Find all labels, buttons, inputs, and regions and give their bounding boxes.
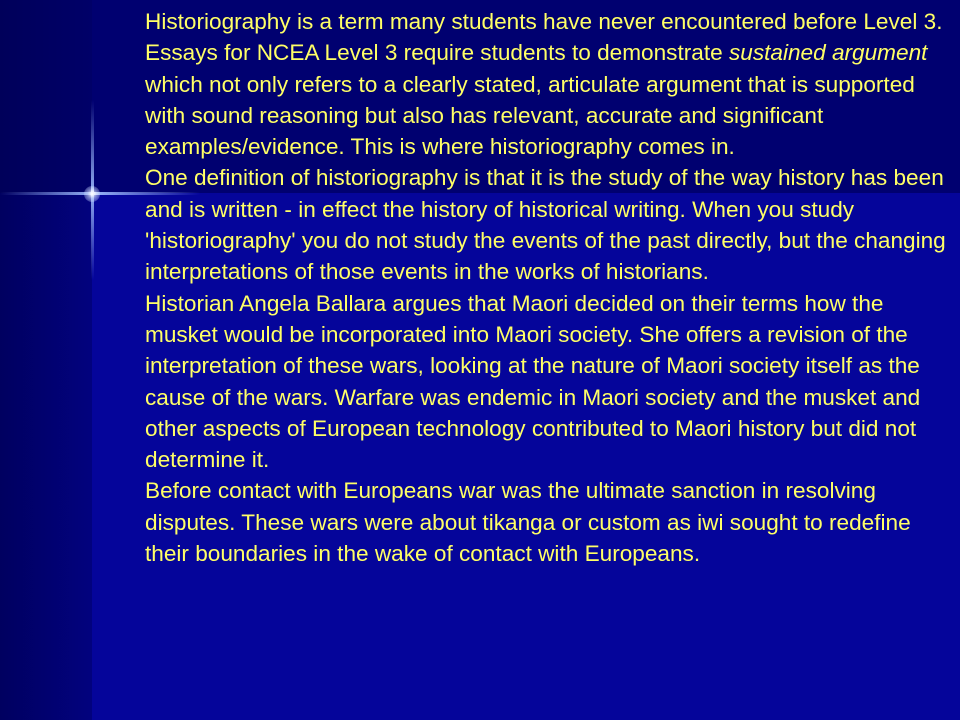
paragraph-text: Historiography is a term many students have never encountered before Level 3. Essays for NCEA Level 3 require students to demonstrate — [145, 9, 943, 66]
paragraph-pre-contact: Before contact with Europeans war was the ultimate sanction in resolving disputes. These wars were about tikanga or custom as iwi sought to redefine their boundaries in the wake of contact with Europeans. — [145, 478, 911, 567]
paragraph-text: which not only refers to a clearly stated, articulate argument that is supported with sound reasoning but also has relevant, accurate and significant examples/evidence. This is where historiography comes in. — [145, 71, 915, 160]
left-decor-band — [0, 0, 92, 720]
paragraph-ballara: Historian Angela Ballara argues that Maori decided on their terms how the musket would be incorporated into Maori society. She offers a revision of the interpretation of these wars, looking at the nature of Maori society itself as the cause of the wars. Warfare was endemic in Maori society and the musket and other aspects of European technology contributed to Maori history but did not determine it. — [145, 290, 921, 473]
paragraph-historiography-intro — [145, 6, 957, 162]
left-decor-band-lower — [0, 193, 92, 720]
paragraph-definition: One definition of historiography is that it is the study of the way history has been and is written - in effect the history of historical writing. When you study 'historiography' you do not study the events of the past directly, but the changing interpretations of those events in the works of historians. — [145, 165, 946, 285]
emphasized-term: sustained argument — [728, 40, 928, 66]
slide-body-text — [145, 6, 957, 569]
sparkle-star-icon — [84, 186, 100, 202]
